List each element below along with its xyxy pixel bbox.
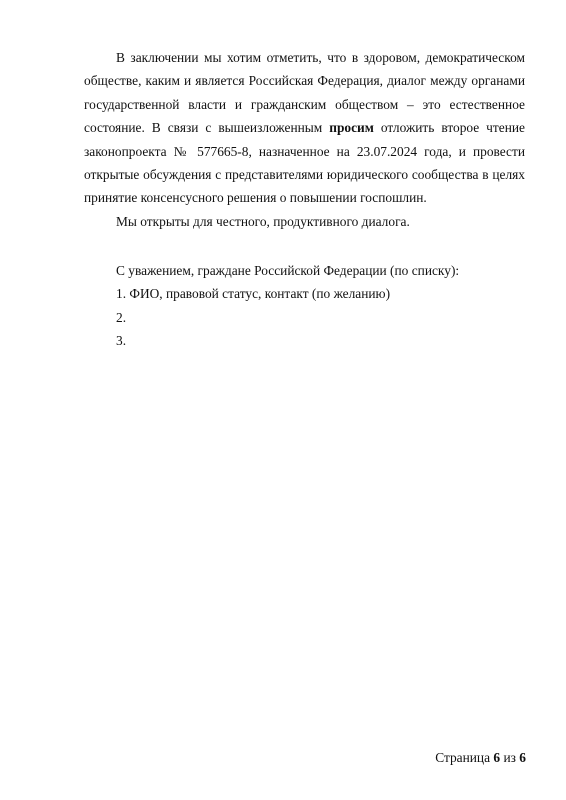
request-emphasis: просим [329,120,374,136]
page-number-footer [420,748,526,768]
signatory-item: 1. ФИО, правовой статус, контакт (по желанию) [116,286,391,301]
conclusion-line-with-request [84,116,525,139]
conclusion-line: государственной власти и гражданским обществом – это естественное [84,96,525,112]
conclusion-line: В заключении мы хотим отметить, что в здоровом, демократическом [116,50,525,65]
conclusion-line: принятие консенсусного решения о повышении госпошлин. [84,190,427,206]
conclusion-line: законопроекта № 577665-8, назначенное на 23.07.2024 года, и провести [84,143,525,159]
conclusion-paragraph [84,46,525,210]
signature-intro: С уважением, граждане Российской Федерации (по списку): [116,263,460,278]
conclusion-text-before-request: состояние. В связи с вышеизложенным [84,120,330,136]
page-label: Страница [435,750,491,765]
dialogue-paragraph: Мы открыты для честного, продуктивного диалога. [116,214,410,229]
of-label: из [503,750,516,765]
total-pages-number: 6 [519,750,526,765]
conclusion-text-after-request: отложить второе чтение [373,120,525,136]
conclusion-line: открытые обсуждения с представителями юридического сообщества в целях [84,167,525,183]
signatory-item: 3. [116,333,127,348]
conclusion-line: обществе, каким и является Российская Федерация, диалог между органами [84,73,525,89]
signatory-item: 2. [116,310,127,325]
current-page-number: 6 [493,750,501,765]
